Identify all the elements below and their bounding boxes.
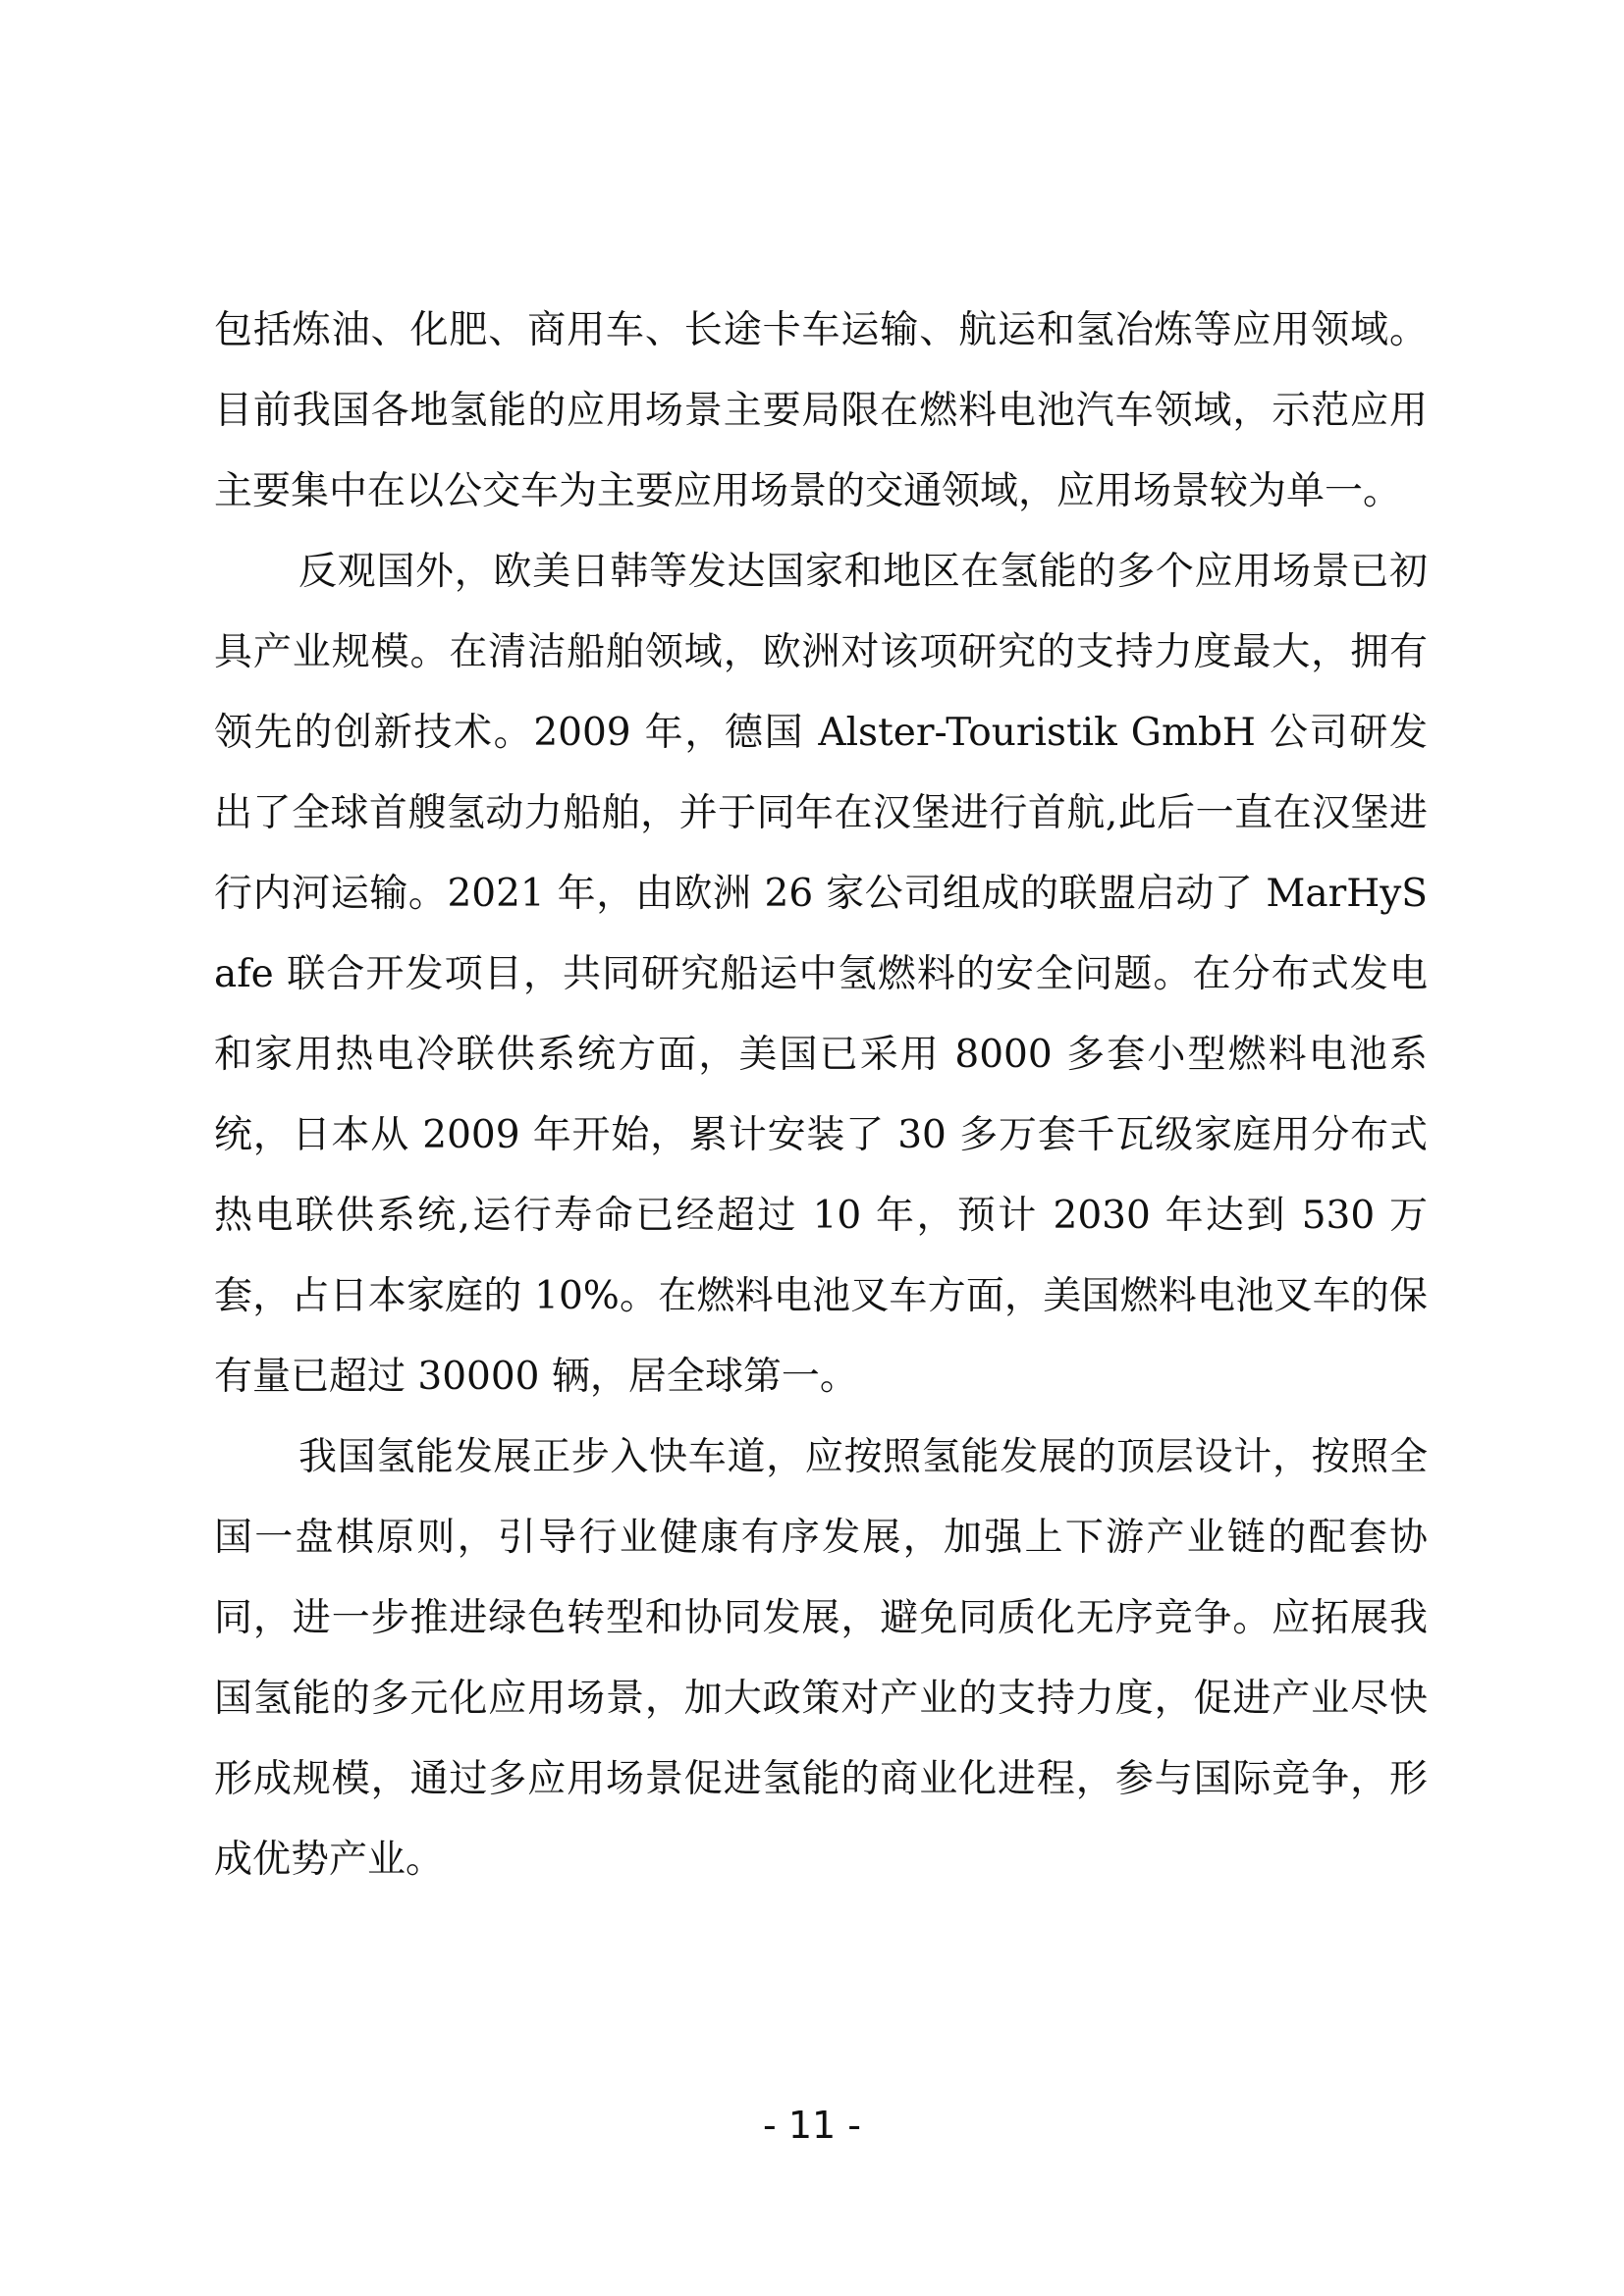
paragraph-continuation: 包括炼油、化肥、商用车、长途卡车运输、航运和氢冶炼等应用领域。目前我国各地氢能的应用场景主要局限在燃料电池汽车领域，示范应用主要集中在以公交车为主要应用场景的交通领域，应用场景较为单一。 [214,308,1428,513]
paragraph-recommendations: 我国氢能发展正步入快车道，应按照氢能发展的顶层设计，按照全国一盘棋原则，引导行业健康有序发展，加强上下游产业链的配套协同，进一步推进绿色转型和协同发展，避免同质化无序竞争。应拓展我国氢能的多元化应用场景，加大政策对产业的支持力度，促进产业尽快形成规模，通过多应用场景促进氢能的商业化进程，参与国际竞争，形成优势产业。 [214,1435,1428,1882]
page-number: - 11 - [763,2104,861,2147]
paragraph-international-comparison: 反观国外，欧美日韩等发达国家和地区在氢能的多个应用场景已初具产业规模。在清洁船舶领域，欧洲对该项研究的支持力度最大，拥有领先的创新技术。2009 年，德国 Alster-Touristik GmbH 公司研发出了全球首艘氢动力船舶，并于同年在汉堡进行首航,此后一直在汉堡进行内河运输。2021 年，由欧洲 26 家公司组成的联盟启动了 MarHySafe 联合开发项目，共同研究船运中氢燃料的安全问题。在分布式发电和家用热电冷联供系统方面，美国已采用 8000 多套小型燃料电池系统，日本从 2009 年开始，累计安装了 30 多万套千瓦级家庭用分布式热电联供系统,运行寿命已经超过 10 年，预计 2030 年达到 530 万套，占日本家庭的 10%。在燃料电池叉车方面，美国燃料电池叉车的保有量已超过 30000 辆，居全球第一。 [214,550,1428,1399]
body-text [214,291,1428,1900]
